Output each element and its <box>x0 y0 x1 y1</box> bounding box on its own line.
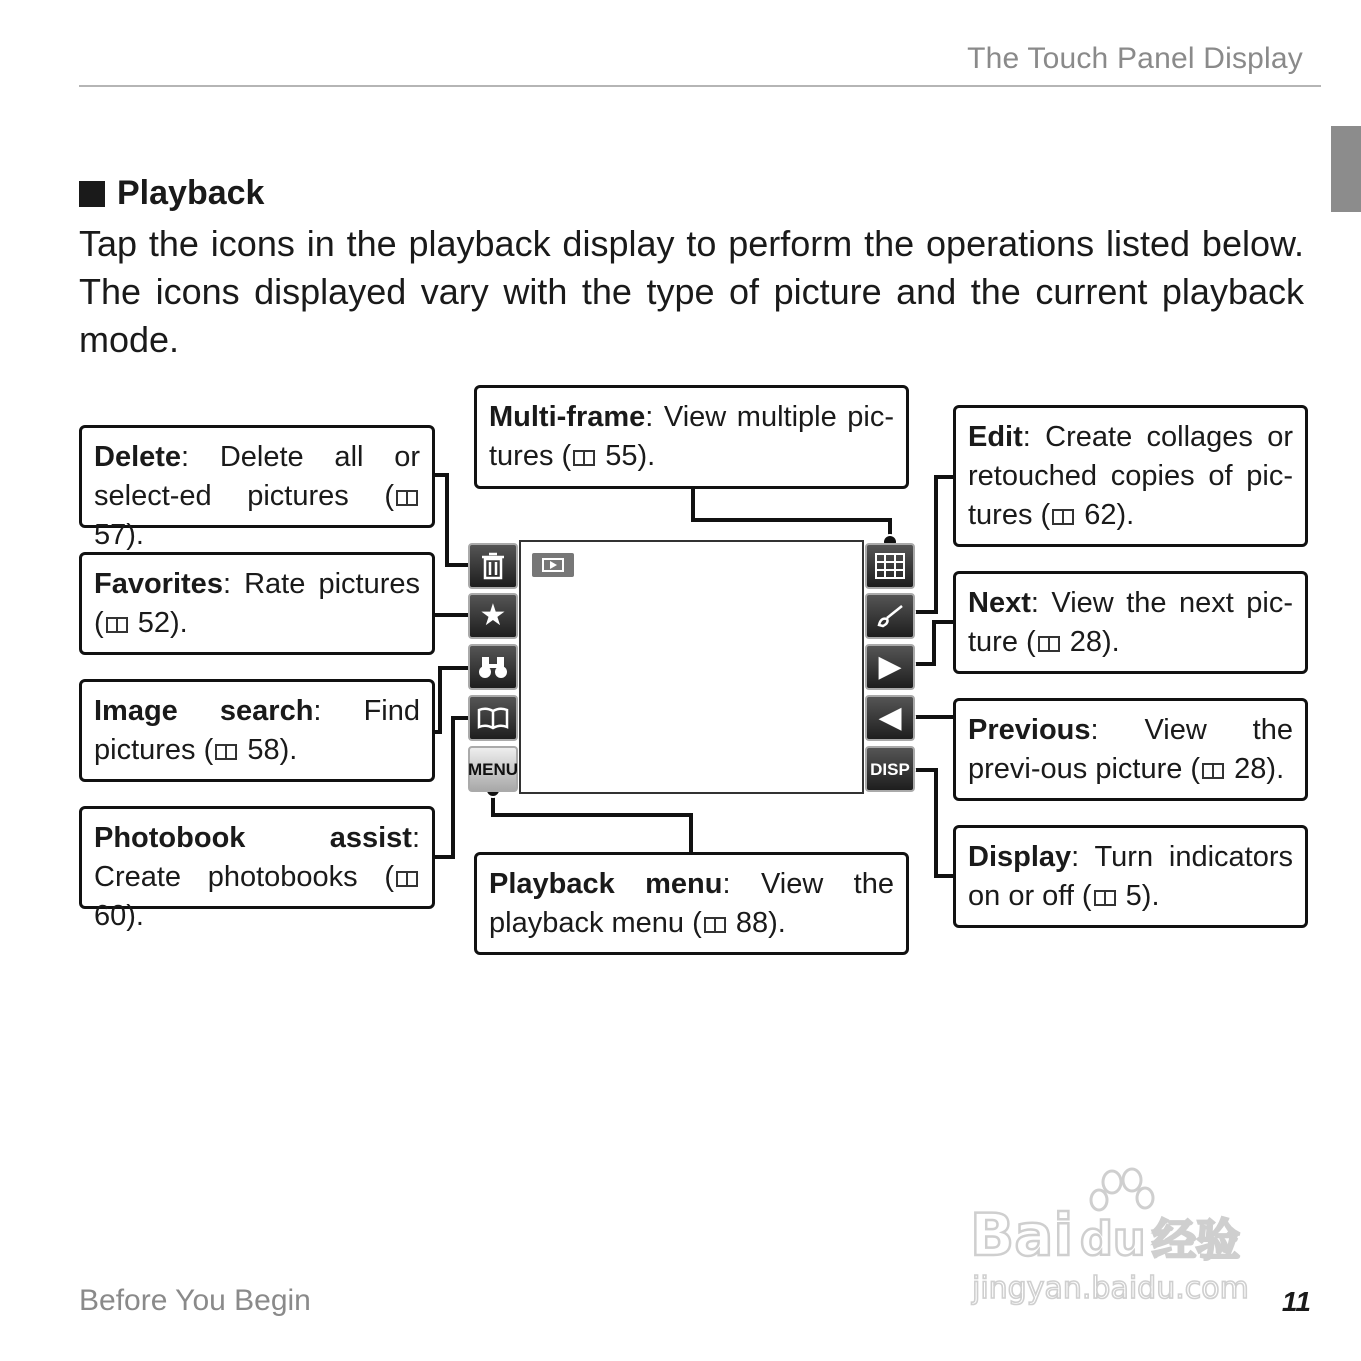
svg-text:Bai: Bai <box>970 1201 1074 1269</box>
term-favorites: Favorites <box>94 568 223 600</box>
term-image-search: Image search <box>94 695 314 727</box>
callout-previous: Previous: View the previ-ous picture ( 28). <box>953 698 1308 801</box>
book-ref-icon <box>1202 763 1224 779</box>
term-previous: Previous <box>968 714 1091 746</box>
trash-icon[interactable] <box>468 543 518 589</box>
book-ref-icon <box>396 490 418 506</box>
callout-favorites: Favorites: Rate pictures ( 52). <box>79 552 435 655</box>
menu-button[interactable]: MENU <box>468 746 518 792</box>
callout-display: Display: Turn indicators on or off ( 5). <box>953 825 1308 928</box>
book-ref-icon <box>1094 890 1116 906</box>
book-ref-icon <box>573 450 595 466</box>
book-icon[interactable] <box>468 695 518 741</box>
disp-button[interactable]: DISP <box>865 746 915 792</box>
playback-screen <box>519 540 864 794</box>
running-header: The Touch Panel Display <box>967 42 1303 75</box>
grid-icon[interactable] <box>865 543 915 589</box>
book-ref-icon <box>704 917 726 933</box>
book-ref-icon <box>1052 509 1074 525</box>
callout-photobook-assist: Photobook assist: Create photobooks ( 60). <box>79 806 435 909</box>
book-ref-icon <box>215 744 237 760</box>
book-ref-icon <box>106 617 128 633</box>
callout-delete: Delete: Delete all or select-ed pictures ( 57). <box>79 425 435 528</box>
callout-multi-frame: Multi-frame: View multiple pic-tures ( 55). <box>474 385 909 489</box>
book-ref-icon <box>1038 636 1060 652</box>
section-heading-text: Playback <box>117 174 265 212</box>
previous-arrow-icon[interactable]: ◀ <box>865 695 915 741</box>
callout-playback-menu: Playback menu: View the playback menu ( 88). <box>474 852 909 955</box>
term-display: Display <box>968 841 1072 873</box>
star-icon[interactable]: ★ <box>468 593 518 639</box>
term-multi-frame: Multi-frame <box>489 401 646 433</box>
footer-section-label: Before You Begin <box>79 1284 311 1317</box>
term-next: Next <box>968 587 1031 619</box>
svg-text:经验: 经验 <box>1152 1215 1240 1266</box>
svg-text:du: du <box>1080 1212 1146 1266</box>
svg-text:jingyan.baidu.com: jingyan.baidu.com <box>972 1271 1249 1306</box>
baidu-watermark-logo <box>962 1160 1282 1310</box>
intro-paragraph: Tap the icons in the playback display to perform the operations listed below. The icons displayed vary with the type of picture and the current playback mode. <box>79 223 1304 360</box>
term-edit: Edit <box>968 421 1023 453</box>
binoculars-icon[interactable] <box>468 644 518 690</box>
playback-mode-icon <box>532 553 574 577</box>
callout-image-search: Image search: Find pictures ( 58). <box>79 679 435 782</box>
term-playback-menu: Playback menu <box>489 868 723 900</box>
term-delete: Delete <box>94 441 182 473</box>
page-number: 11 <box>1281 1286 1311 1317</box>
next-arrow-icon[interactable]: ▶ <box>865 644 915 690</box>
callout-edit: Edit: Create collages or retouched copies of pic-tures ( 62). <box>953 405 1308 547</box>
callout-next: Next: View the next pic-ture ( 28). <box>953 571 1308 674</box>
book-ref-icon <box>396 871 418 887</box>
term-photobook-assist: Photobook assist <box>94 822 412 854</box>
brush-icon[interactable] <box>865 593 915 639</box>
